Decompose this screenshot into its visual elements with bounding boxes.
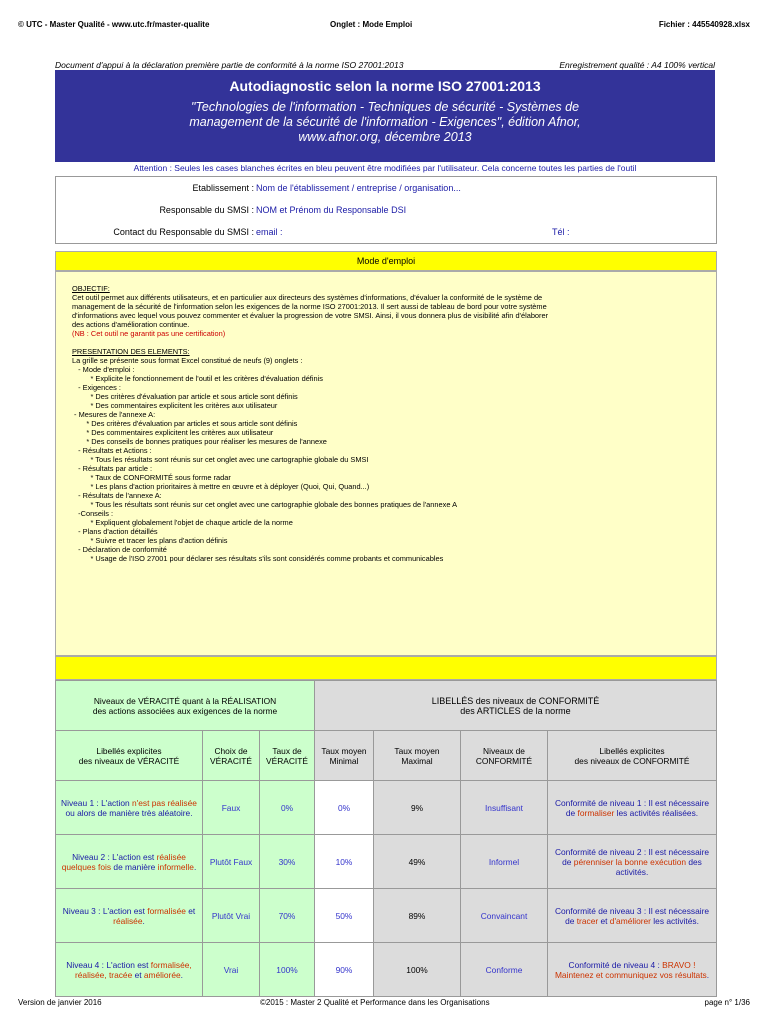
text-part: Conformité de niveau 3 : Il est nécessaire de xyxy=(554,905,710,926)
presentation-line: -Conseils : xyxy=(72,509,114,518)
text-part: informelle xyxy=(157,861,194,872)
objectif-text-1: Cet outil permet aux différents utilisateurs, et en particulier aux directeurs des systèmes d'informations, d'évaluer la conformité de le système de xyxy=(72,293,543,302)
col-choix-veracite: Choix de VÉRACITÉ xyxy=(203,731,260,781)
presentation-line: - Résultats et Actions : xyxy=(72,446,152,455)
contact-row xyxy=(56,227,716,241)
presentation-list xyxy=(72,356,702,563)
text-part: . xyxy=(142,915,145,926)
conformity-label xyxy=(548,781,717,835)
veracite-label xyxy=(56,781,203,835)
objectif-text-2: management de la sécurité de l'information selon les exigences de la norme ISO 27001:2013. Il sert aussi de tableau de bord pour votre système xyxy=(72,302,547,311)
presentation-line: * Usage de l'ISO 27001 pour déclarer ses résultats s'ils sont considérés comme probants et communicables xyxy=(72,554,444,563)
conformity-label xyxy=(548,835,717,889)
text-part: Conformité de niveau 1 : Il est nécessaire de xyxy=(554,797,710,818)
col-taux-veracite: Taux de VÉRACITÉ xyxy=(260,731,315,781)
responsable-label: Responsable du SMSI : xyxy=(159,205,254,215)
min-rate: 50% xyxy=(315,889,374,943)
contact-label: Contact du Responsable du SMSI : xyxy=(113,227,254,237)
title-banner xyxy=(55,70,715,162)
text-part: réalisée xyxy=(113,915,143,926)
col-libelles-veracite: Libellés explicites des niveaux de VÉRACITÉ xyxy=(56,731,203,781)
text-part: et xyxy=(132,969,144,980)
text-part: et xyxy=(598,915,610,926)
footer-version: Version de janvier 2016 xyxy=(18,998,102,1007)
nb-note: (NB : Cet outil ne garantit pas une certification) xyxy=(72,329,226,338)
text-part: les activités. xyxy=(650,915,699,926)
min-rate: 90% xyxy=(315,943,374,997)
presentation-line: - Mesures de l'annexe A: xyxy=(72,410,156,419)
presentation-line: La grille se présente sous format Excel constitué de neufs (9) onglets : xyxy=(72,356,303,365)
text-part: Niveau 1 : L'action xyxy=(61,797,133,808)
text-part: . xyxy=(193,861,197,872)
subheader-left: Document d'appui à la déclaration première partie de conformité à la norme ISO 27001:2013 xyxy=(55,60,404,70)
min-rate: 0% xyxy=(315,781,374,835)
veracite-header-line-1: Niveaux de VÉRACITÉ quant à la RÉALISATION xyxy=(93,695,277,706)
text-part: Conformité de niveau 4 : xyxy=(568,959,663,970)
presentation-line: * Explicite le fonctionnement de l'outil et les critères d'évaluation définis xyxy=(72,374,323,383)
presentation-line: * Des conseils de bonnes pratiques pour réaliser les mesures de l'annexe xyxy=(72,437,327,446)
text-part: des activités. xyxy=(615,856,702,877)
norm-subtitle xyxy=(55,100,715,145)
presentation-line: - Mode d'emploi : xyxy=(72,365,135,374)
veracite-choice: Faux xyxy=(203,781,260,835)
veracite-rate: 30% xyxy=(260,835,315,889)
header-right: Fichier : 445540928.xlsx xyxy=(658,20,750,29)
veracite-choice: Plutôt Faux xyxy=(203,835,260,889)
footer-copyright: ©2015 : Master 2 Qualité et Performance dans les Organisations xyxy=(260,998,490,1007)
presentation-line: - Déclaration de conformité xyxy=(72,545,167,554)
presentation-line: * Des commentaires explicitent les critères aux utilisateur xyxy=(72,401,278,410)
max-rate: 100% xyxy=(374,943,461,997)
responsable-row xyxy=(56,205,716,219)
table-row xyxy=(56,889,717,943)
subheader-right: Enregistrement qualité : A4 100% vertical xyxy=(559,60,715,70)
table-row xyxy=(56,781,717,835)
responsable-field[interactable]: NOM et Prénom du Responsable DSI xyxy=(256,205,407,215)
presentation-line: - Résultats de l'annexe A: xyxy=(72,491,162,500)
presentation-line: - Exigences : xyxy=(72,383,121,392)
mode-emploi-body xyxy=(55,271,717,656)
norm-subtitle-line-3: www.afnor.org, décembre 2013 xyxy=(298,130,472,144)
presentation-line: * Expliquent globalement l'objet de chaque article de la norme xyxy=(72,518,293,527)
veracite-choice: Vrai xyxy=(203,943,260,997)
footer-page: page n° 1/36 xyxy=(704,998,750,1007)
subheader xyxy=(55,60,715,70)
min-rate: 10% xyxy=(315,835,374,889)
presentation-title: PRESENTATION DES ELEMENTS: xyxy=(72,347,190,356)
col-niveaux-conformite: Niveaux de CONFORMITÉ xyxy=(461,731,548,781)
conformity-level: Informel xyxy=(461,835,548,889)
presentation-line: * Des critères d'évaluation par articles et sous article sont définis xyxy=(72,419,298,428)
veracite-conformite-table xyxy=(55,680,717,997)
veracite-label xyxy=(56,943,203,997)
table-row xyxy=(56,835,717,889)
text-part: formalisée, réalisée, tracée xyxy=(74,959,192,980)
table-row xyxy=(56,943,717,997)
text-part: BRAVO ! Maintenez et communiquez vos résultats xyxy=(554,959,707,980)
presentation-line: * Tous les résultats sont réunis sur cet onglet avec une cartographie globale des bonnes pratiques de l'annexe A xyxy=(72,500,458,509)
presentation-line: - Résultats par article : xyxy=(72,464,153,473)
text-part: formalisée xyxy=(147,905,186,916)
presentation-line: * Tous les résultats sont réunis sur cet onglet avec une cartographie globale du SMSI xyxy=(72,455,369,464)
max-rate: 9% xyxy=(374,781,461,835)
tel-field[interactable]: Tél : xyxy=(552,227,570,237)
norm-subtitle-line-2: management de la sécurité de l'information - Exigences", édition Afnor, xyxy=(189,115,581,129)
veracite-choice: Plutôt Vrai xyxy=(203,889,260,943)
info-box xyxy=(55,176,717,244)
col-taux-max: Taux moyen Maximal xyxy=(374,731,461,781)
text-part: Conformité de niveau 2 : Il est nécessaire de xyxy=(554,846,710,867)
text-part: tracer xyxy=(576,915,599,926)
objectif-text-3: d'informations avec lequel vous pouvez commenter et évaluer la progression de votre SMSI. Ainsi, il vous donnera plus de visibilité afin d'élaborer xyxy=(72,311,549,320)
header-center: Onglet : Mode Emploi xyxy=(330,20,413,29)
conformity-level: Conforme xyxy=(461,943,548,997)
conformity-label xyxy=(548,943,717,997)
conformity-level: Convaincant xyxy=(461,889,548,943)
max-rate: 89% xyxy=(374,889,461,943)
veracite-header xyxy=(56,681,315,731)
max-rate: 49% xyxy=(374,835,461,889)
veracite-rate: 0% xyxy=(260,781,315,835)
text-part: réalisée quelques fois xyxy=(61,851,186,872)
text-part: d'améliorer xyxy=(609,915,651,926)
document-title: Autodiagnostic selon la norme ISO 27001:2013 xyxy=(229,78,541,94)
text-part: pérenniser la bonne exécution xyxy=(573,856,687,867)
norm-subtitle-line-1: "Technologies de l'information - Techniques de sécurité - Systèmes de xyxy=(190,100,580,114)
col-libelles-conformite: Libellés explicites des niveaux de CONFORMITÉ xyxy=(548,731,717,781)
conformity-label xyxy=(548,889,717,943)
presentation-line: * Des critères d'évaluation par article et sous article sont définis xyxy=(72,392,298,401)
email-field[interactable]: email : xyxy=(256,227,283,237)
col-taux-min: Taux moyen Minimal xyxy=(315,731,374,781)
objectif-text-4: des actions d'amélioration continue. xyxy=(72,320,190,329)
text-part: . xyxy=(180,969,183,980)
header-left: © UTC - Master Qualité - www.utc.fr/master-qualite xyxy=(18,20,210,29)
etablissement-row xyxy=(56,183,716,197)
veracite-label xyxy=(56,835,203,889)
veracite-header-line-2: des actions associées aux exigences de la norme xyxy=(92,705,278,716)
separator-bar xyxy=(55,656,717,680)
presentation-line: * Taux de CONFORMITÉ sous forme radar xyxy=(72,473,231,482)
presentation-line: - Plans d'action détaillés xyxy=(72,527,158,536)
conformite-header-line-2: des ARTICLES de la norme xyxy=(460,705,571,716)
conformite-header-line-1: LIBELLÉS des niveaux de CONFORMITÉ xyxy=(431,695,600,706)
presentation-line: * Les plans d'action prioritaires à mettre en œuvre et à déployer (Quoi, Qui, Quand...) xyxy=(72,482,370,491)
text-part: Niveau 3 : L'action est xyxy=(62,905,148,916)
text-part: n'est pas réalisée xyxy=(132,797,197,808)
etablissement-field[interactable]: Nom de l'établissement / entreprise / organisation... xyxy=(256,183,461,193)
veracite-rate: 70% xyxy=(260,889,315,943)
text-part: de manière xyxy=(111,861,158,872)
text-part: améliorée xyxy=(143,969,181,980)
veracite-label xyxy=(56,889,203,943)
attention-notice: Attention : Seules les cases blanches écrites en bleu peuvent être modifiées par l'utilisateur. Cela concerne toutes les parties de l'outil xyxy=(133,163,637,173)
conformite-header xyxy=(315,681,717,731)
veracite-rate: 100% xyxy=(260,943,315,997)
text-part: les activités réalisées. xyxy=(614,807,699,818)
presentation-line: * Suivre et tracer les plans d'action définis xyxy=(72,536,228,545)
presentation-line: * Des commentaires explicitent les critères aux utilisateur xyxy=(72,428,274,437)
text-part: ou alors de manière très aléatoire. xyxy=(65,807,193,818)
objectif-title: OBJECTIF: xyxy=(72,284,110,293)
mode-emploi-title: Mode d'emploi xyxy=(55,251,717,271)
text-part: formaliser xyxy=(577,807,615,818)
text-part: et xyxy=(185,905,196,916)
conformity-level: Insuffisant xyxy=(461,781,548,835)
text-part: Niveau 2 : L'action est xyxy=(72,851,157,862)
etablissement-label: Etablissement : xyxy=(192,183,254,193)
text-part: Niveau 4 : L'action est xyxy=(66,959,151,970)
text-part: . xyxy=(706,969,710,980)
